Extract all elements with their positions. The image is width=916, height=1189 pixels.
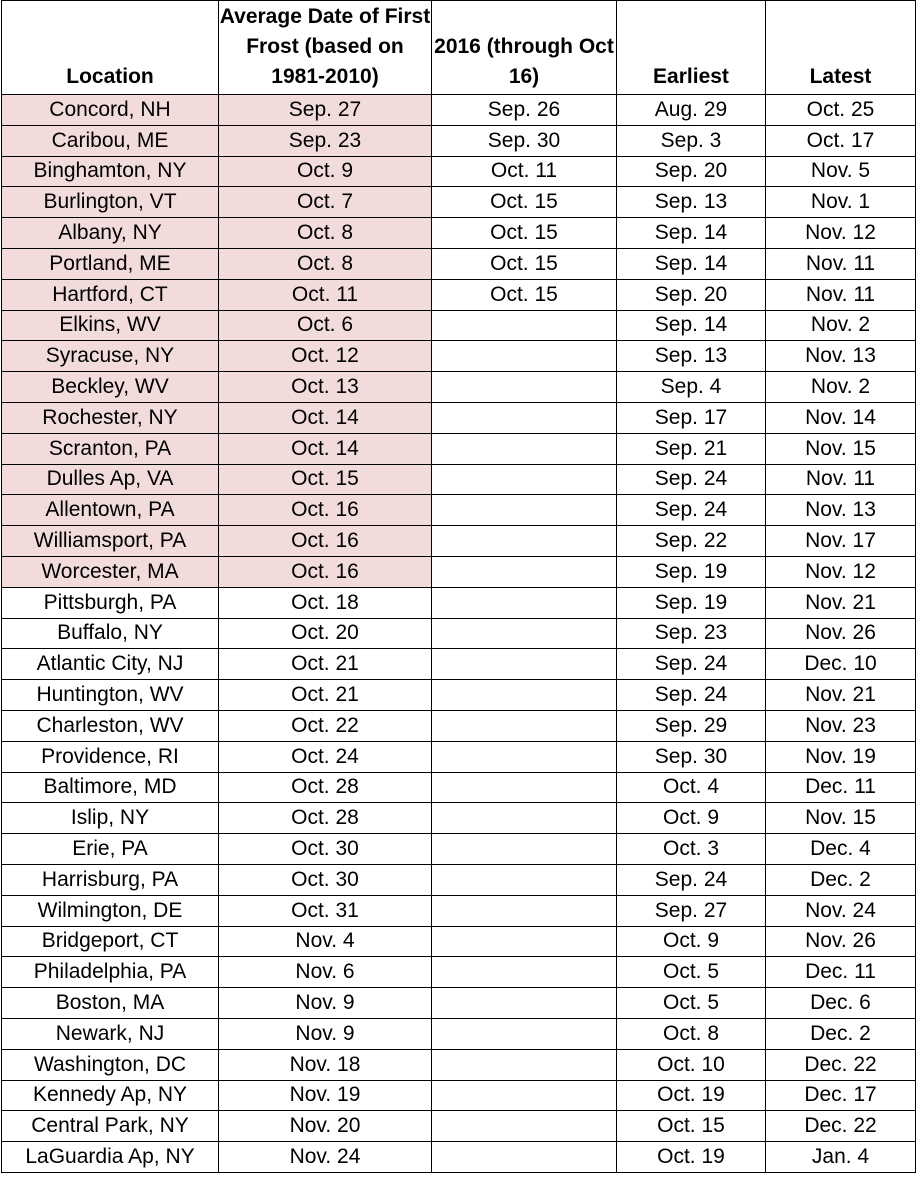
cell-2016 [432, 495, 617, 526]
cell-latest: Nov. 5 [766, 156, 916, 187]
cell-average: Oct. 13 [219, 372, 432, 403]
cell-latest: Dec. 2 [766, 864, 916, 895]
table-row [2, 1018, 916, 1049]
cell-earliest: Sep. 13 [617, 341, 766, 372]
cell-average: Sep. 27 [219, 95, 432, 126]
table-row [2, 772, 916, 803]
cell-latest: Nov. 11 [766, 464, 916, 495]
cell-2016 [432, 926, 617, 957]
cell-2016: Oct. 15 [432, 187, 617, 218]
cell-earliest: Sep. 20 [617, 156, 766, 187]
cell-earliest: Sep. 19 [617, 556, 766, 587]
cell-average: Oct. 6 [219, 310, 432, 341]
cell-average: Oct. 15 [219, 464, 432, 495]
cell-average: Oct. 31 [219, 895, 432, 926]
cell-2016 [432, 803, 617, 834]
cell-location: Harrisburg, PA [2, 864, 219, 895]
cell-location: Wilmington, DE [2, 895, 219, 926]
cell-latest: Nov. 23 [766, 710, 916, 741]
cell-earliest: Sep. 22 [617, 526, 766, 557]
cell-latest: Nov. 11 [766, 279, 916, 310]
cell-latest: Oct. 17 [766, 125, 916, 156]
cell-earliest: Oct. 10 [617, 1049, 766, 1080]
cell-2016 [432, 710, 617, 741]
cell-average: Oct. 16 [219, 556, 432, 587]
cell-2016: Oct. 15 [432, 218, 617, 249]
cell-location: Buffalo, NY [2, 618, 219, 649]
cell-average: Nov. 9 [219, 1018, 432, 1049]
table-row [2, 1049, 916, 1080]
cell-2016 [432, 1018, 617, 1049]
cell-earliest: Sep. 3 [617, 125, 766, 156]
table-row [2, 1111, 916, 1142]
cell-2016 [432, 556, 617, 587]
cell-2016 [432, 402, 617, 433]
cell-earliest: Sep. 14 [617, 248, 766, 279]
cell-location: Binghamton, NY [2, 156, 219, 187]
cell-location: LaGuardia Ap, NY [2, 1142, 219, 1173]
cell-location: Burlington, VT [2, 187, 219, 218]
cell-average: Oct. 14 [219, 402, 432, 433]
table-row [2, 1142, 916, 1173]
table-row [2, 618, 916, 649]
cell-location: Erie, PA [2, 834, 219, 865]
cell-location: Atlantic City, NJ [2, 649, 219, 680]
cell-location: Bridgeport, CT [2, 926, 219, 957]
table-row [2, 957, 916, 988]
cell-location: Boston, MA [2, 988, 219, 1019]
cell-latest: Oct. 25 [766, 95, 916, 126]
cell-latest: Nov. 15 [766, 433, 916, 464]
table-row [2, 218, 916, 249]
cell-location: Allentown, PA [2, 495, 219, 526]
cell-latest: Nov. 26 [766, 618, 916, 649]
cell-latest: Dec. 6 [766, 988, 916, 1019]
cell-location: Philadelphia, PA [2, 957, 219, 988]
table-row [2, 587, 916, 618]
cell-earliest: Oct. 8 [617, 1018, 766, 1049]
cell-average: Oct. 20 [219, 618, 432, 649]
cell-2016 [432, 1111, 617, 1142]
cell-latest: Nov. 12 [766, 556, 916, 587]
cell-location: Dulles Ap, VA [2, 464, 219, 495]
cell-2016 [432, 957, 617, 988]
cell-location: Kennedy Ap, NY [2, 1080, 219, 1111]
table-row [2, 125, 916, 156]
cell-latest: Nov. 11 [766, 248, 916, 279]
cell-average: Oct. 7 [219, 187, 432, 218]
header-earliest: Earliest [617, 1, 766, 95]
cell-2016: Oct. 15 [432, 279, 617, 310]
table-row [2, 433, 916, 464]
table-row [2, 1080, 916, 1111]
cell-average: Oct. 11 [219, 279, 432, 310]
cell-2016 [432, 834, 617, 865]
cell-earliest: Oct. 19 [617, 1080, 766, 1111]
table-body [2, 95, 916, 1173]
cell-average: Oct. 18 [219, 587, 432, 618]
cell-latest: Nov. 2 [766, 372, 916, 403]
cell-location: Newark, NJ [2, 1018, 219, 1049]
cell-earliest: Sep. 29 [617, 710, 766, 741]
cell-2016: Oct. 11 [432, 156, 617, 187]
cell-2016 [432, 649, 617, 680]
cell-latest: Jan. 4 [766, 1142, 916, 1173]
table-row [2, 895, 916, 926]
cell-2016 [432, 526, 617, 557]
cell-2016 [432, 464, 617, 495]
cell-earliest: Oct. 5 [617, 988, 766, 1019]
cell-earliest: Sep. 21 [617, 433, 766, 464]
table-row [2, 402, 916, 433]
cell-location: Pittsburgh, PA [2, 587, 219, 618]
table-row [2, 834, 916, 865]
cell-average: Nov. 18 [219, 1049, 432, 1080]
cell-2016: Sep. 30 [432, 125, 617, 156]
cell-location: Washington, DC [2, 1049, 219, 1080]
cell-location: Williamsport, PA [2, 526, 219, 557]
cell-average: Nov. 24 [219, 1142, 432, 1173]
cell-earliest: Sep. 14 [617, 310, 766, 341]
cell-location: Elkins, WV [2, 310, 219, 341]
cell-2016 [432, 587, 617, 618]
cell-location: Charleston, WV [2, 710, 219, 741]
cell-latest: Dec. 11 [766, 957, 916, 988]
cell-average: Oct. 9 [219, 156, 432, 187]
cell-latest: Nov. 1 [766, 187, 916, 218]
table-row [2, 556, 916, 587]
cell-average: Nov. 9 [219, 988, 432, 1019]
cell-average: Oct. 30 [219, 864, 432, 895]
header-2016: 2016 (through Oct 16) [432, 1, 617, 95]
cell-location: Providence, RI [2, 741, 219, 772]
cell-earliest: Aug. 29 [617, 95, 766, 126]
cell-earliest: Oct. 9 [617, 926, 766, 957]
frost-dates-table [1, 0, 916, 1173]
cell-earliest: Sep. 20 [617, 279, 766, 310]
table-row [2, 187, 916, 218]
cell-average: Oct. 21 [219, 649, 432, 680]
cell-latest: Nov. 13 [766, 495, 916, 526]
table-row [2, 649, 916, 680]
cell-latest: Nov. 13 [766, 341, 916, 372]
header-average-first-frost: Average Date of First Frost (based on 1981-2010) [219, 1, 432, 95]
cell-earliest: Sep. 24 [617, 464, 766, 495]
cell-earliest: Oct. 19 [617, 1142, 766, 1173]
cell-location: Baltimore, MD [2, 772, 219, 803]
cell-location: Scranton, PA [2, 433, 219, 464]
cell-average: Nov. 19 [219, 1080, 432, 1111]
cell-latest: Nov. 14 [766, 402, 916, 433]
cell-location: Albany, NY [2, 218, 219, 249]
table-row [2, 710, 916, 741]
cell-earliest: Sep. 19 [617, 587, 766, 618]
cell-earliest: Sep. 24 [617, 649, 766, 680]
cell-latest: Dec. 17 [766, 1080, 916, 1111]
cell-latest: Dec. 22 [766, 1111, 916, 1142]
cell-latest: Nov. 12 [766, 218, 916, 249]
table-row [2, 341, 916, 372]
cell-earliest: Sep. 24 [617, 864, 766, 895]
cell-earliest: Sep. 14 [617, 218, 766, 249]
cell-latest: Nov. 19 [766, 741, 916, 772]
table-row [2, 95, 916, 126]
cell-2016 [432, 341, 617, 372]
cell-average: Oct. 21 [219, 680, 432, 711]
cell-2016 [432, 618, 617, 649]
cell-2016: Sep. 26 [432, 95, 617, 126]
cell-location: Hartford, CT [2, 279, 219, 310]
cell-earliest: Sep. 30 [617, 741, 766, 772]
table-row [2, 988, 916, 1019]
cell-2016 [432, 864, 617, 895]
cell-earliest: Sep. 24 [617, 680, 766, 711]
cell-earliest: Sep. 4 [617, 372, 766, 403]
cell-location: Worcester, MA [2, 556, 219, 587]
cell-average: Oct. 30 [219, 834, 432, 865]
cell-latest: Nov. 2 [766, 310, 916, 341]
cell-2016 [432, 310, 617, 341]
table-row [2, 279, 916, 310]
cell-latest: Nov. 15 [766, 803, 916, 834]
cell-average: Oct. 24 [219, 741, 432, 772]
cell-earliest: Sep. 23 [617, 618, 766, 649]
header-location: Location [2, 1, 219, 95]
cell-average: Nov. 4 [219, 926, 432, 957]
cell-earliest: Sep. 17 [617, 402, 766, 433]
cell-2016 [432, 1080, 617, 1111]
cell-average: Oct. 14 [219, 433, 432, 464]
cell-location: Central Park, NY [2, 1111, 219, 1142]
table-row [2, 926, 916, 957]
table-row [2, 495, 916, 526]
table-row [2, 741, 916, 772]
cell-average: Oct. 12 [219, 341, 432, 372]
cell-latest: Dec. 22 [766, 1049, 916, 1080]
table-row [2, 526, 916, 557]
cell-location: Islip, NY [2, 803, 219, 834]
cell-2016 [432, 988, 617, 1019]
cell-average: Nov. 20 [219, 1111, 432, 1142]
cell-location: Concord, NH [2, 95, 219, 126]
cell-2016 [432, 772, 617, 803]
cell-latest: Nov. 17 [766, 526, 916, 557]
cell-average: Sep. 23 [219, 125, 432, 156]
table-row [2, 680, 916, 711]
table-row [2, 864, 916, 895]
cell-latest: Nov. 26 [766, 926, 916, 957]
cell-average: Oct. 28 [219, 772, 432, 803]
cell-earliest: Oct. 15 [617, 1111, 766, 1142]
cell-average: Oct. 8 [219, 248, 432, 279]
cell-average: Oct. 16 [219, 526, 432, 557]
cell-2016 [432, 372, 617, 403]
cell-earliest: Oct. 9 [617, 803, 766, 834]
cell-earliest: Oct. 4 [617, 772, 766, 803]
cell-earliest: Sep. 24 [617, 495, 766, 526]
cell-earliest: Sep. 27 [617, 895, 766, 926]
cell-2016: Oct. 15 [432, 248, 617, 279]
cell-average: Nov. 6 [219, 957, 432, 988]
cell-latest: Dec. 10 [766, 649, 916, 680]
header-row [2, 1, 916, 95]
table-row [2, 156, 916, 187]
cell-2016 [432, 1049, 617, 1080]
table-row [2, 464, 916, 495]
cell-location: Beckley, WV [2, 372, 219, 403]
cell-average: Oct. 28 [219, 803, 432, 834]
table-row [2, 372, 916, 403]
cell-2016 [432, 741, 617, 772]
cell-latest: Nov. 21 [766, 587, 916, 618]
cell-2016 [432, 1142, 617, 1173]
cell-location: Portland, ME [2, 248, 219, 279]
cell-latest: Nov. 24 [766, 895, 916, 926]
cell-average: Oct. 16 [219, 495, 432, 526]
cell-2016 [432, 680, 617, 711]
header-latest: Latest [766, 1, 916, 95]
cell-location: Rochester, NY [2, 402, 219, 433]
cell-2016 [432, 433, 617, 464]
cell-latest: Dec. 4 [766, 834, 916, 865]
cell-location: Huntington, WV [2, 680, 219, 711]
table-row [2, 310, 916, 341]
cell-2016 [432, 895, 617, 926]
cell-latest: Dec. 11 [766, 772, 916, 803]
cell-average: Oct. 22 [219, 710, 432, 741]
table-row [2, 803, 916, 834]
cell-location: Syracuse, NY [2, 341, 219, 372]
cell-earliest: Oct. 3 [617, 834, 766, 865]
cell-latest: Nov. 21 [766, 680, 916, 711]
cell-earliest: Oct. 5 [617, 957, 766, 988]
cell-average: Oct. 8 [219, 218, 432, 249]
cell-earliest: Sep. 13 [617, 187, 766, 218]
cell-location: Caribou, ME [2, 125, 219, 156]
table-row [2, 248, 916, 279]
cell-latest: Dec. 2 [766, 1018, 916, 1049]
